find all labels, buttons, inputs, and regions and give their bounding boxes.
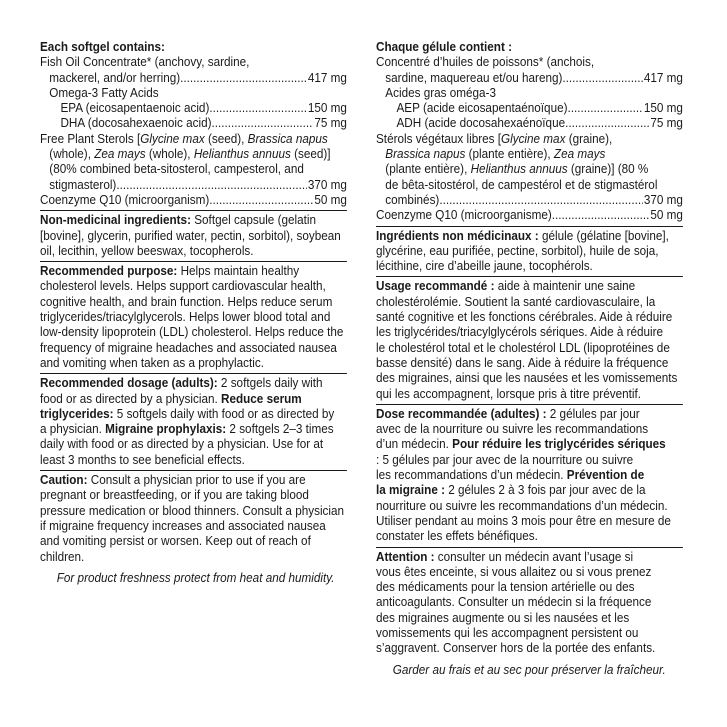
fish-oil-row: sardine, maquereau et/ou hareng) ..... 417 mg — [376, 71, 683, 86]
omega-3-label: Acides gras oméga-3 — [385, 85, 496, 100]
coq10-amount: 50 mg — [314, 192, 347, 207]
plant-sterols-amount: 370 mg — [307, 177, 347, 192]
caution: Attention : consulter un médecin avant l’usage si vous êtes enceinte, si vous allaitez ou si vous prenez des médicaments pour la tension artérielle ou des anticoagulants. Consulter un médecin si la fréquence des migraines augmente ou si les nausées et les vomissements qui les accompagnent persistent ou s’aggravent. Conserver hors de la portée des enfants. — [376, 549, 656, 656]
dha-amount: 75 mg — [650, 116, 683, 131]
recommended-dosage: Recommended dosage (adults): 2 softgels daily with food or as directed by a physician. Reduce serum triglycerides: 5 softgels daily with food or as directed by a physician. Migraine prophylaxis: 2 softgels 2–3 times daily with food or as directed by a physician. Use for at least 3 months to see beneficial effects. — [40, 376, 335, 467]
storage-note: Garder au frais et au sec pour préserver la fraîcheur. — [392, 662, 666, 677]
epa-amount: 150 mg — [307, 101, 347, 116]
french-column: Chaque gélule contient : Concentré d’huiles de poissons* (anchois, sardine, maquereau et/ou hareng) ..... 417 mg Acides gras oméga-3 AEP (acide eicosapentaénoïque) ..... 150 mg ADH (acide docosahexaénoïque ..... 75 mg Stérols végétaux libres [Glycine max (graine), Brassica napus (plante entière), Zea mays (plante entière), Helianthus annuus (graine)] (80 % de bêta-sitostérol, de campestérol et de stigmastérol combinés) ..... 370 mg Coenzyme Q10 (microorganisme) ..... 50 mg Ingrédients non médicinaux : gélule (gélatine [bovine], glycérine, eau purifiée, pectine, sorbitol), huile de soja, lécithine, cire d’abeille jaune, tocophérols. Usage recommandé : aide à maintenir une saine cholestérolémie. Soutient la santé cardiovasculaire, la santé cognitive et les fonctions cérébrales. Aide à réduire les triglycérides/triacylglycérols sériques. Aide à réduire le cholestérol total et le cholestérol LDL (lipoprotéines de basse densité) dans le sang. Aide à réduire la fréquence des migraines, ainsi que les nausées et les vomissements qui les accompagnent, lorsque pris à titre préventif. Dose recommandée (adultes) : 2 gélules par jour avec de la nourriture ou suivre les recommandations d’un médecin. Pour réduire les triglycérides sériques : 5 gélules par jour avec de la nourriture ou suivre les recommandations d’un médecin. Prévention de la migraine : 2 gélules 2 à 3 fois par jour avec de la nourriture ou suivre les recommandations d’un médecin. Utiliser pendant au moins 3 mois pour être en mesure de constater les effets bénéfiques. Attention : consulter un médecin avant l’usage si vous êtes enceinte, si vous allaitez ou si vous prenez des médicaments pour la tension artérielle ou des anticoagulants. Consulter un médecin si la fréquence des migraines augmente ou si les nausées et les vomissements qui les accompagnent persistent ou s’aggravent. Conserver hors de la portée des enfants. Garder au frais et au sec pour préserver la fraîcheur. — [376, 40, 683, 678]
supplement-facts-header: Each softgel contains: — [40, 40, 165, 54]
dha-amount: 75 mg — [314, 116, 347, 131]
recommended-purpose: Recommended purpose: Helps maintain healthy cholesterol levels. Helps support cardiovascular health, cognitive health, and brain function. Helps reduce serum triglycerides/triacylglycerols. Helps lower blood total and low-density lipoprotein (LDL) cholesterol. Helps reduce the frequency of migraine headaches and associated nausea and vomiting when taken as a prophylactic. — [40, 264, 344, 370]
recommended-dosage: Dose recommandée (adultes) : 2 gélules par jour avec de la nourriture ou suivre les recommandations d’un médecin. Pour réduire les triglycérides sériques : 5 gélules par jour avec de la nourriture ou suivre les recommandations d’un médecin. Prévention de la migraine : 2 gélules 2 à 3 fois par jour avec de la nourriture ou suivre les recommandations d’un médecin. Utiliser pendant au moins 3 mois pour être en mesure de constater les effets bénéfiques. — [376, 406, 671, 544]
fish-oil-row: mackerel, and/or herring) ..... 417 mg — [40, 71, 347, 86]
plant-sterols-row: stigmasterol) ..... 370 mg — [40, 178, 347, 193]
divider — [40, 210, 347, 211]
divider — [376, 276, 683, 277]
fish-oil-amount: 417 mg — [307, 70, 347, 85]
omega-3-label: Omega-3 Fatty Acids — [49, 85, 159, 100]
plant-sterols-row: combinés) ..... 370 mg — [376, 193, 683, 208]
divider — [376, 547, 683, 548]
plant-sterols-amount: 370 mg — [643, 192, 683, 207]
epa-amount: 150 mg — [643, 101, 683, 116]
fish-oil-amount: 417 mg — [643, 70, 683, 85]
storage-note: For product freshness protect from heat and humidity. — [56, 570, 335, 585]
supplement-facts-header: Chaque gélule contient : — [376, 40, 513, 54]
coq10-row: Coenzyme Q10 (microorganism) ..... 50 mg — [40, 193, 347, 208]
caution: Caution: Consult a physician prior to use if you are pregnant or breastfeeding, or if you are taking blood pressure medication or blood thinners. Consult a physician if migraine frequency increases and associated nausea and vomiting persist or worsen. Keep out of reach of children. — [40, 473, 345, 564]
english-column: Each softgel contains: Fish Oil Concentrate* (anchovy, sardine, mackerel, and/or herring) ..... 417 mg Omega-3 Fatty Acids EPA (eicosapentaenoic acid) ..... 150 mg DHA (docosahexaenoic acid) ..... 75 mg Free Plant Sterols [Glycine max (seed), Brassica napus (whole), Zea mays (whole), Helianthus annuus (seed)] (80% combined beta-sitosterol, campesterol, and stigmasterol) ..... 370 mg Coenzyme Q10 (microorganism) ..... 50 mg Non-medicinal ingredients: Softgel capsule (gelatin [bovine], glycerin, purified water, pectin, sorbitol), soybean oil, lecithin, yellow beeswax, tocopherols. Recommended purpose: Helps maintain healthy cholesterol levels. Helps support cardiovascular health, cognitive health, and brain function. Helps reduce serum triglycerides/triacylglycerols. Helps lower blood total and low-density lipoprotein (LDL) cholesterol. Helps reduce the frequency of migraine headaches and associated nausea and vomiting when taken as a prophylactic. Recommended dosage (adults): 2 softgels daily with food or as directed by a physician. Reduce serum triglycerides: 5 softgels daily with food or as directed by a physician. Migraine prophylaxis: 2 softgels 2–3 times daily with food or as directed by a physician. Use for at least 3 months to see beneficial effects. Caution: Consult a physician prior to use if you are pregnant or breastfeeding, or if you are taking blood pressure medication or blood thinners. Consult a physician if migraine frequency increases and associated nausea and vomiting persist or worsen. Keep out of reach of children. For product freshness protect from heat and humidity. — [40, 40, 347, 586]
divider — [40, 470, 347, 471]
divider — [40, 373, 347, 374]
coq10-row: Coenzyme Q10 (microorganisme) ..... 50 mg — [376, 208, 683, 223]
dha-row: ADH (acide docosahexaénoïque ..... 75 mg — [376, 116, 683, 131]
plant-sterols-label: Free Plant Sterols [Glycine max (seed), Brassica napus — [40, 131, 328, 146]
fish-oil-label: Fish Oil Concentrate* (anchovy, sardine, — [40, 55, 250, 70]
epa-row: EPA (eicosapentaenoic acid) ..... 150 mg — [40, 101, 347, 116]
divider — [376, 226, 683, 227]
non-medicinal-ingredients: Ingrédients non médicinaux : gélule (gélatine [bovine], glycérine, eau purifiée, pectine, sorbitol), huile de soja, lécithine, cire d’abeille jaune, tocophérols. — [376, 228, 669, 274]
plant-sterols-label: Stérols végétaux libres [Glycine max (graine), — [376, 131, 613, 146]
coq10-amount: 50 mg — [650, 208, 683, 223]
recommended-purpose: Usage recommandé : aide à maintenir une saine cholestérolémie. Soutient la santé cardiovasculaire, la santé cognitive et les fonctions cérébrales. Aide à réduire les triglycérides/triacylglycérols sériques. Aide à réduire le cholestérol total et le cholestérol LDL (lipoprotéines de basse densité) dans le sang. Aide à réduire la fréquence des migraines, ainsi que les nausées et les vomissements qui les accompagnent, lorsque pris à titre préventif. — [376, 279, 678, 401]
divider — [376, 404, 683, 405]
epa-row: AEP (acide eicosapentaénoïque) ..... 150 mg — [376, 101, 683, 116]
dha-row: DHA (docosahexaenoic acid) ..... 75 mg — [40, 116, 347, 131]
fish-oil-label: Concentré d’huiles de poissons* (anchois, — [376, 55, 595, 70]
non-medicinal-ingredients: Non-medicinal ingredients: Softgel capsule (gelatin [bovine], glycerin, purified water, pectin, sorbitol), soybean oil, lecithin, yellow beeswax, tocopherols. — [40, 213, 341, 258]
divider — [40, 261, 347, 262]
